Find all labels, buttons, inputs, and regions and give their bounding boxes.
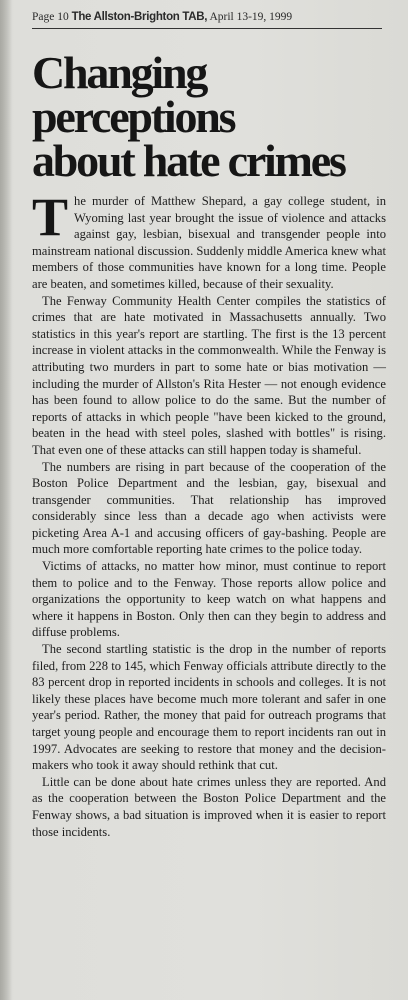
- paragraph-5: The second startling statistic is the drop in the number of reports filed, from 228 to 145, which Fenway officials attribute directly to the 83 percent drop in reported incidents in schools and colleges. It is not likely these places have become much more tolerant and safer in one year's period. Rather, the money that paid for outreach programs that target young people and encourage them to report incidents ran out in 1997. Advocates are seeking to restore that money and the decision-makers who took it away should rethink that cut.: [32, 642, 386, 773]
- issue-date: April 13-19, 1999: [209, 11, 293, 23]
- drop-cap: T: [32, 187, 69, 247]
- page-number: Page 10: [32, 11, 69, 23]
- headline-line-1: Changing perceptions: [32, 47, 235, 142]
- folio-rule: [32, 28, 382, 29]
- paragraph-3: The numbers are rising in part because of the cooperation of the Boston Police Department and the lesbian, gay, bisexual and transgender communities. That relationship has improved considerably since less than a decade ago when activists were picketing Area A-1 and accusing officers of gay-bashing. People are much more comfortable reporting hate crimes to the police today.: [32, 459, 386, 557]
- article-body: [32, 187, 386, 840]
- headline: [32, 47, 386, 186]
- folio-line: [32, 10, 386, 24]
- paragraph-4: Victims of attacks, no matter how minor, must continue to report them to police and to the Fenway. Those reports allow police and organizations the opportunity to keep watch on what happens and where it happens in Boston. Only then can they begin to address and diffuse problems.: [32, 559, 386, 640]
- paragraph-2: The Fenway Community Health Center compiles the statistics of crimes that are hate motivated in Massachusetts annually. Two statistics in this year's report are startling. The first is the 13 percent increase in violent attacks in the commonwealth. While the Fenway is attributing two murders in part to some hate or bias motivation — including the murder of Allston's Rita Hester — not enough evidence has been found to allow police to do the same. But the number of reports of attacks in which people "have been kicked to the ground, beaten in the head with steel poles, slashed with bottles" is rising. That even one of these attacks can still happen today is shameful.: [32, 293, 386, 457]
- paragraph-1: [32, 187, 386, 293]
- headline-line-2: about hate crimes: [32, 135, 345, 186]
- paragraph-6: Little can be done about hate crimes unless they are reported. And as the cooperation between the Boston Police Department and the Fenway shows, a bad situation is improved when it is easier to report those incidents.: [32, 774, 386, 839]
- paragraph-1-text: he murder of Matthew Shepard, a gay college student, in Wyoming last year brought the issue of violence and attacks against gay, lesbian, bisexual and transgender people into mainstream national discussion. Suddenly middle America knew what members of those communities have known for a long time. People are beaten, and sometimes killed, because of their sexuality.: [32, 194, 386, 291]
- page-gutter-shadow: [0, 0, 12, 1000]
- publication-name: The Allston-Brighton TAB,: [71, 11, 208, 23]
